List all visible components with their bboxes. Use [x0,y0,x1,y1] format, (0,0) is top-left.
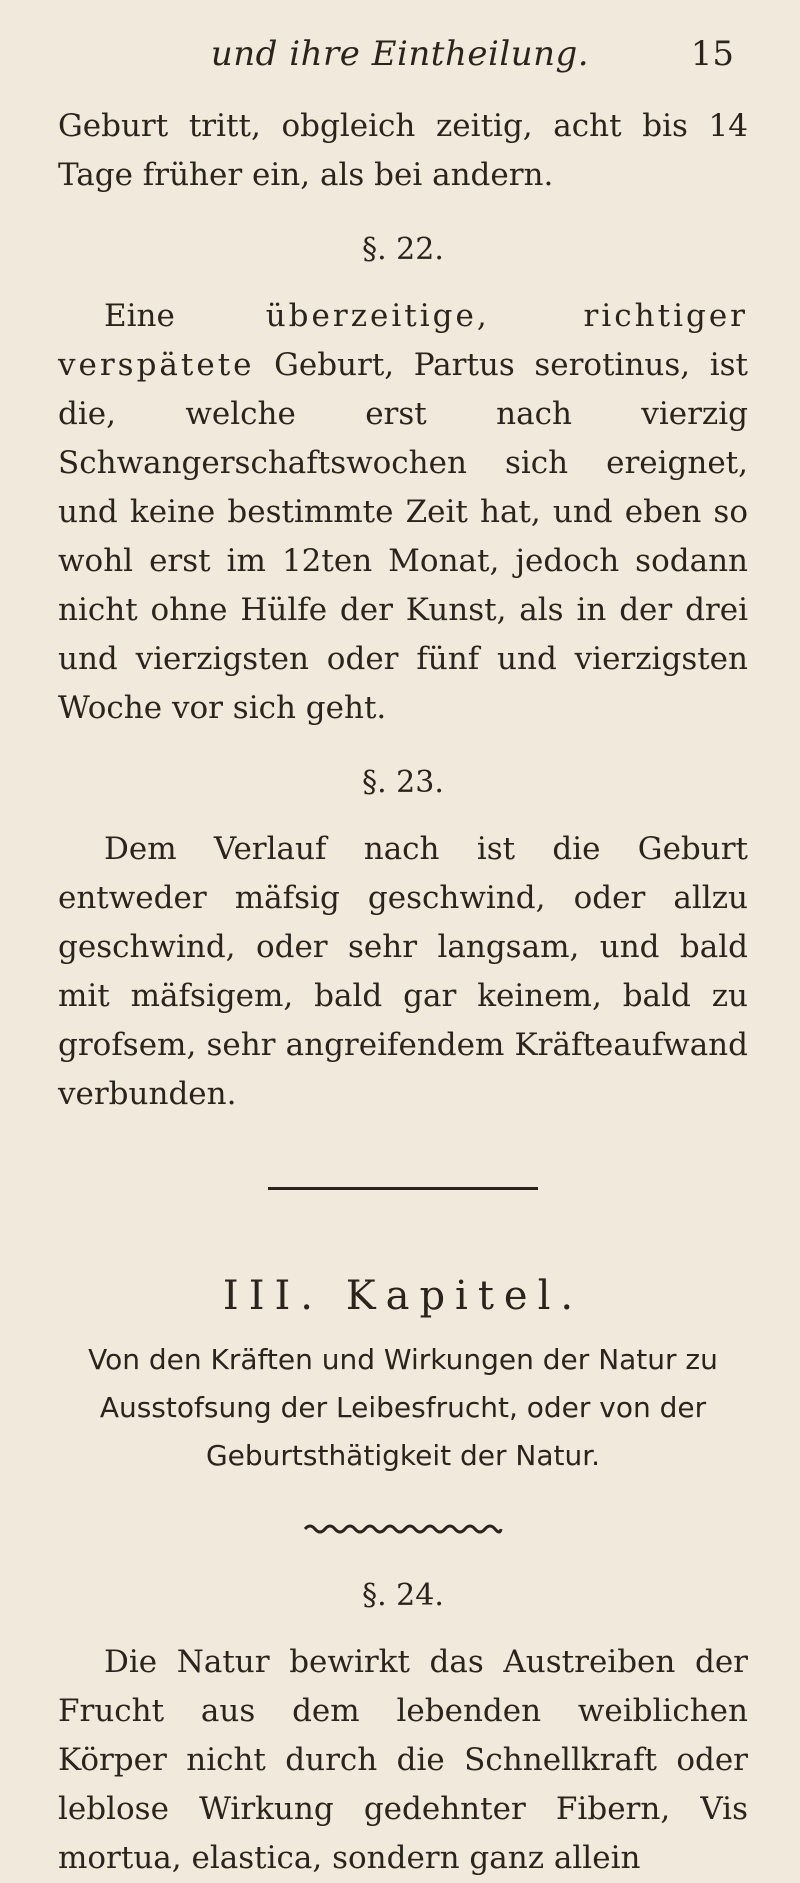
page-header [0,34,800,90]
chapter-divider-rule [268,1187,538,1190]
paragraph-22-lead: Eine [104,298,266,334]
chapter-subtitle: Von den Kräften und Wirkungen der Natur zu Ausstofsung der Leibesfrucht, oder von der Geburtsthätigkeit der Natur. [88,1343,718,1472]
page-number: 15 [690,34,734,74]
running-head: und ihre Eintheilung. [210,34,590,74]
paragraph-24: Die Natur bewirkt das Austreiben der Frucht aus dem lebenden weiblichen Körper nicht durch die Schnellkraft oder leblose Wirkung gedehnter Fibern, Vis mortua, elastica, sondern ganz allein [58,1644,748,1876]
chapter-title: III. Kapitel. [222,1273,584,1319]
paragraph-22-rest: Geburt, Partus serotinus, ist die, welche erst nach vierzig Schwangerschaftswochen sich ereignet, und keine bestimmte Zeit hat, und eben so wohl erst im 12ten Monat, jedoch sodann nicht ohne Hülfe der Kunst, als in der drei und vierzigsten oder fünf und vierzigsten Woche vor sich geht. [58,347,748,726]
paragraph-22-emphasis: überzeitige, richtiger verspätete [58,298,748,383]
section-heading-22: §. 22. [362,232,444,267]
page-body [58,102,748,1883]
section-heading-23: §. 23. [362,765,444,800]
paragraph-22 [58,292,748,733]
paragraph-23: Dem Verlauf nach ist die Geburt entweder mäfsig geschwind, oder allzu geschwind, oder sehr langsam, und bald mit mäfsigem, bald gar keinem, bald zu grofsem, sehr angreifendem Kräfteaufwand verbunden. [58,831,748,1112]
wave-ornament [303,1522,503,1536]
paragraph-continuation: Geburt tritt, obgleich zeitig, acht bis 14 Tage früher ein, als bei andern. [58,108,748,193]
section-heading-24: §. 24. [362,1578,444,1613]
